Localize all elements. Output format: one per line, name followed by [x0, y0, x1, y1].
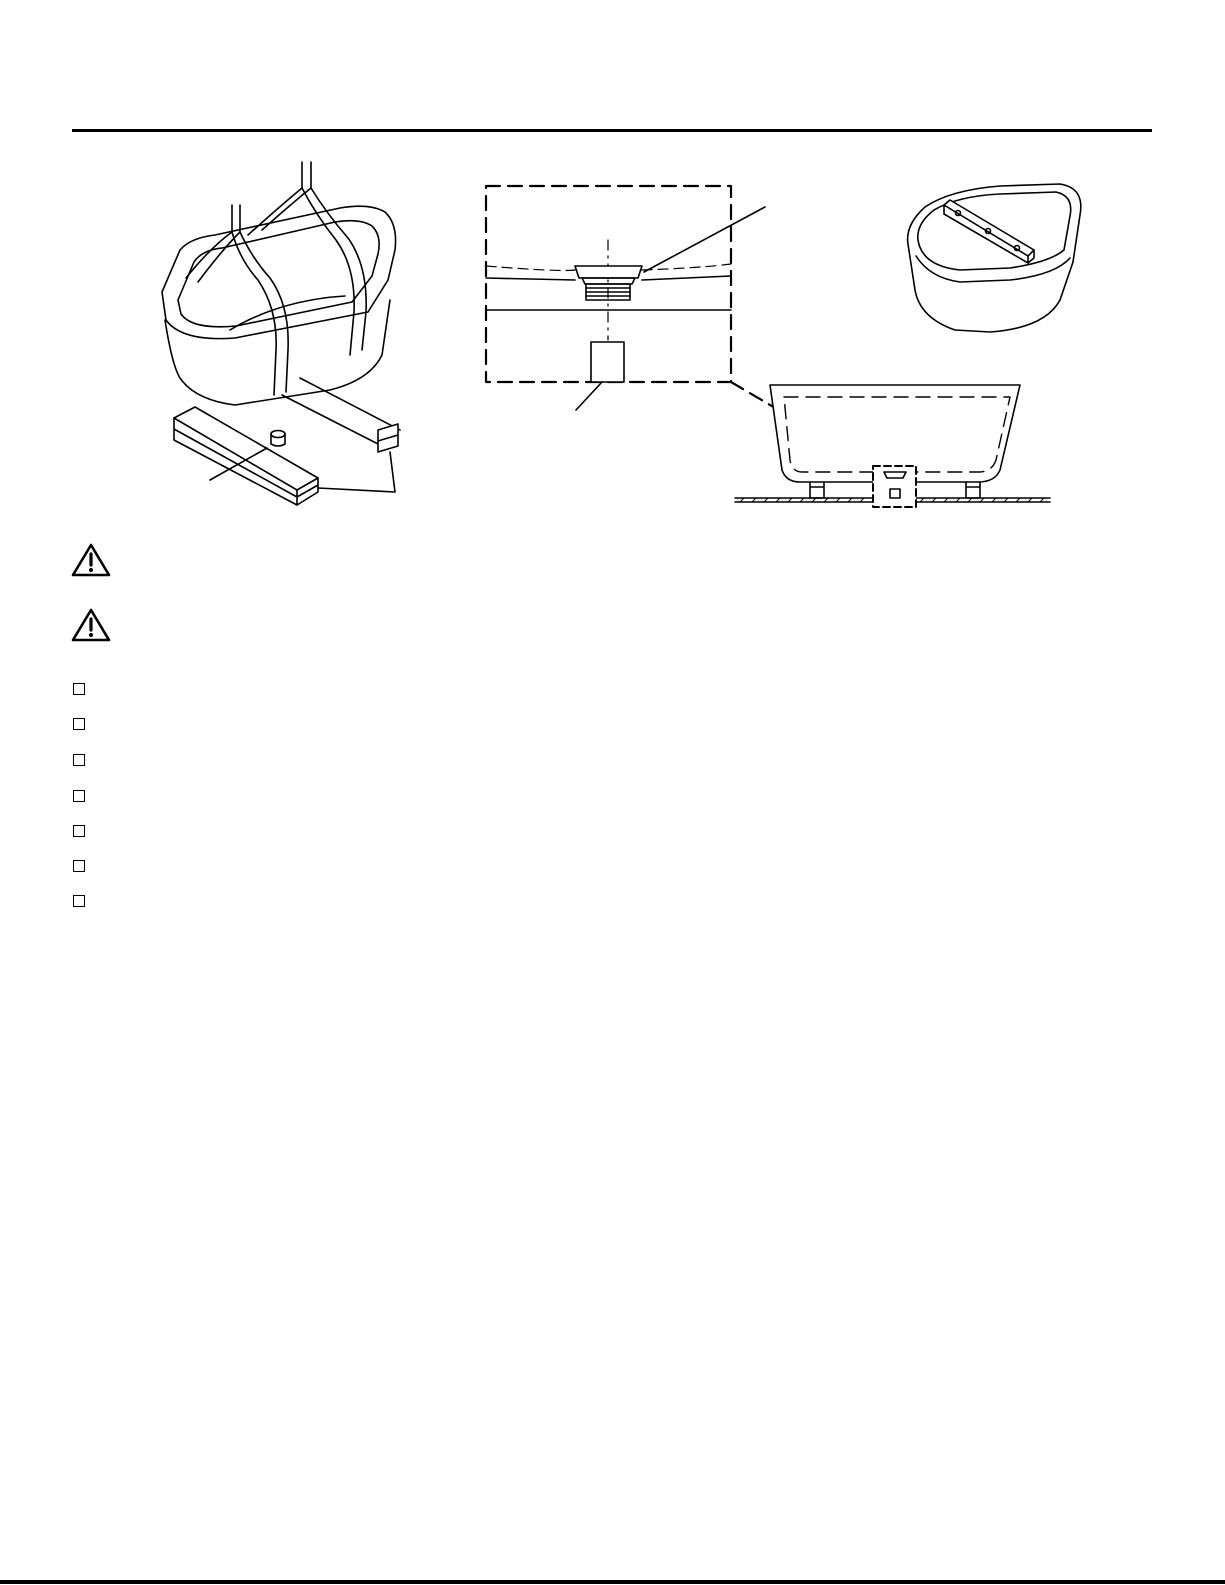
footer-rule: [0, 1580, 1225, 1584]
installation-illustrations: [0, 0, 1225, 530]
checkbox-icon[interactable]: [73, 790, 85, 802]
level-tub-figure: [908, 184, 1081, 332]
checkbox-icon[interactable]: [73, 754, 85, 766]
checkbox-icon[interactable]: [73, 860, 85, 872]
lifting-tub-figure: [162, 162, 400, 505]
checkbox-icon[interactable]: [73, 683, 85, 695]
warning-triangle-icon: [70, 607, 112, 643]
warning-triangle-icon: [70, 542, 112, 578]
checkbox-icon[interactable]: [73, 825, 85, 837]
side-view-figure: [735, 385, 1050, 507]
checkbox-icon[interactable]: [73, 895, 85, 907]
checkbox-icon[interactable]: [73, 718, 85, 730]
